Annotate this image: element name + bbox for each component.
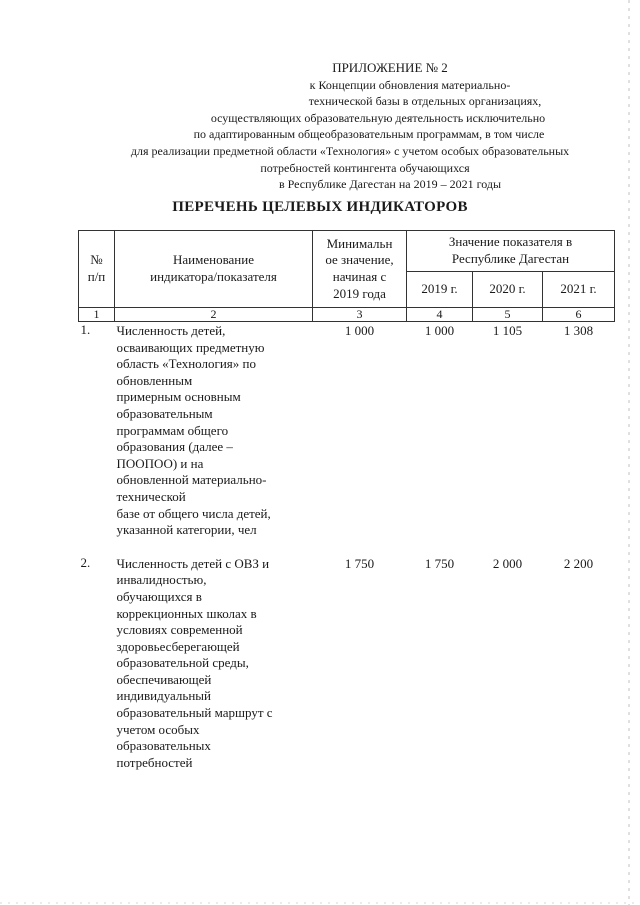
indicator-name-line: условиях современной	[116, 622, 243, 638]
header-min-line: начиная с	[332, 269, 387, 284]
min-value-cell: 1 750	[344, 555, 375, 571]
row-number: 2.	[80, 554, 91, 570]
indicator-name-line: обеспечивающей	[116, 671, 212, 687]
table-row	[79, 539, 615, 772]
appendix-line: по адаптированным общеобразовательным программам, в том числе	[193, 127, 545, 142]
indicator-name-line: указанной категории, чел	[116, 522, 257, 538]
indicator-name-line: учетом особых	[116, 721, 200, 737]
header-indicator-name	[115, 231, 313, 308]
header-group-line: Значение показателя в	[448, 234, 573, 250]
header-year-2020: 2020 г.	[473, 272, 543, 308]
indicator-name-line: Численность детей,	[116, 323, 226, 338]
column-number: 3	[313, 308, 407, 322]
column-number: 5	[473, 308, 543, 322]
header-min-line: Минимальн	[326, 235, 393, 251]
indicator-name-line: Численность детей с ОВЗ и	[116, 555, 270, 571]
indicator-name-line: здоровьесберегающей	[116, 638, 240, 654]
appendix-line: в Республике Дагестан на 2019 – 2021 годы	[278, 177, 502, 192]
indicator-name-line: базе от общего числа детей,	[116, 505, 271, 521]
indicator-name-line: осваивающих предметную	[116, 339, 265, 355]
header-name-line: Наименование	[173, 252, 254, 268]
header-number-line: п/п	[87, 269, 106, 284]
appendix-header	[100, 60, 600, 193]
appendix-line: к Концепции обновления материально-	[309, 77, 511, 92]
indicator-name-line: потребностей	[116, 754, 193, 770]
appendix-line: потребностей контингента обучающихся	[260, 160, 470, 175]
indicator-name-line: инвалидностью,	[116, 572, 207, 588]
column-number: 6	[543, 308, 615, 322]
value-2020-cell: 2 000	[492, 555, 523, 571]
indicator-name-line: образования (далее –	[116, 439, 233, 455]
indicator-name	[115, 322, 313, 539]
value-2020-cell: 1 105	[492, 323, 523, 338]
appendix-line: для реализации предметной области «Технология» с учетом особых образовательных	[130, 143, 570, 158]
indicator-name-line: обучающихся в	[116, 588, 202, 604]
row-number: 1.	[80, 322, 91, 337]
indicator-name-line: коррекционных школах в	[116, 605, 257, 621]
header-value-group	[407, 231, 615, 272]
header-group-line: Республике Дагестан	[451, 251, 570, 266]
appendix-title: ПРИЛОЖЕНИЕ № 2	[332, 60, 448, 75]
value-2019-cell: 1 750	[424, 555, 455, 571]
indicator-name-line: индивидуальный	[116, 688, 211, 704]
indicators-table	[78, 230, 615, 771]
header-year-2021: 2021 г.	[543, 272, 615, 308]
header-number	[79, 231, 115, 308]
header-min-line: ое значение,	[325, 252, 394, 268]
appendix-line: технической базы в отдельных организациях,	[308, 94, 542, 109]
indicator-name-line: обновленным	[116, 372, 193, 388]
column-number: 2	[115, 308, 313, 322]
indicator-name-line: ПООПОО) и на	[116, 455, 204, 471]
indicator-name-line: образовательным	[116, 405, 213, 421]
indicator-name-line: образовательный маршрут с	[116, 705, 273, 721]
column-number: 4	[407, 308, 473, 322]
header-number-line: №	[90, 252, 103, 268]
document-title: ПЕРЕЧЕНЬ ЦЕЛЕВЫХ ИНДИКАТОРОВ	[172, 199, 468, 215]
value-2021-cell: 1 308	[563, 323, 594, 338]
indicator-name	[115, 539, 313, 772]
value-2021-cell: 2 200	[563, 555, 594, 571]
value-2019-cell: 1 000	[424, 323, 455, 338]
indicator-name-line: образовательных	[116, 738, 211, 754]
column-number: 1	[79, 308, 115, 322]
header-name-line: индикатора/показателя	[150, 269, 277, 284]
header-min-line: 2019 года	[333, 285, 386, 301]
table-row	[79, 322, 615, 539]
indicator-name-line: область «Технология» по	[116, 356, 256, 372]
header-year-2019: 2019 г.	[407, 272, 473, 308]
indicator-name-line: технической	[116, 488, 186, 504]
appendix-line: осуществляющих образовательную деятельность исключительно	[210, 110, 546, 125]
indicator-name-line: обновленной материально-	[116, 472, 267, 488]
indicator-name-line: программам общего	[116, 422, 229, 438]
indicator-name-line: примерным основным	[116, 389, 241, 405]
min-value-cell: 1 000	[344, 323, 375, 338]
column-numbers-row	[79, 308, 615, 322]
indicator-name-line: образовательной среды,	[116, 655, 249, 671]
header-min-value	[313, 231, 407, 308]
